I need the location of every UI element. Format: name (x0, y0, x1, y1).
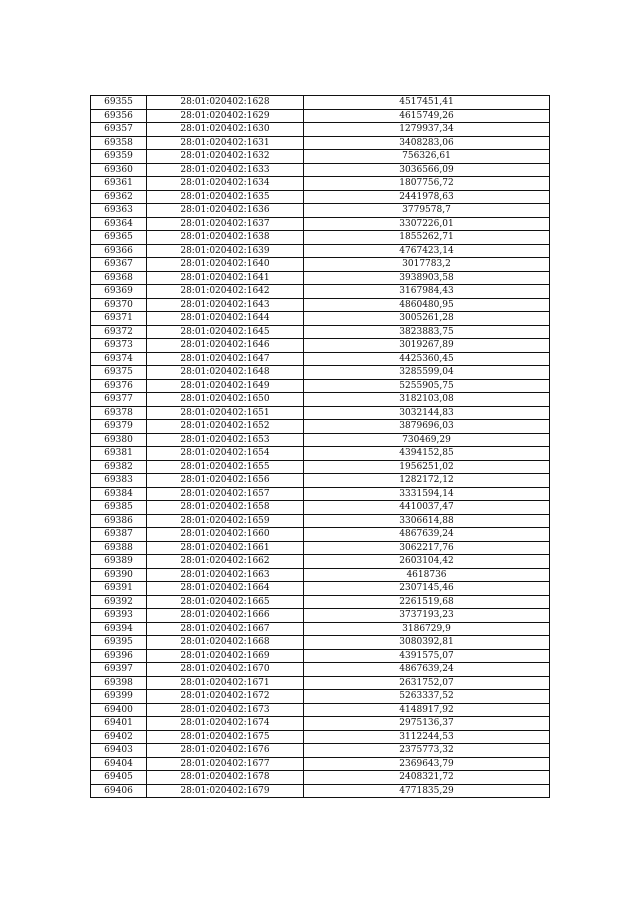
row-number-cell: 69376 (91, 379, 147, 393)
cadastral-number-cell: 28:01:020402:1673 (147, 703, 304, 717)
cadastral-value-cell: 3080392,81 (304, 636, 550, 650)
cadastral-number-cell: 28:01:020402:1638 (147, 231, 304, 245)
cadastral-value-cell: 4618736 (304, 568, 550, 582)
row-number-cell: 69396 (91, 649, 147, 663)
table-row (91, 136, 550, 150)
cadastral-number-cell: 28:01:020402:1631 (147, 136, 304, 150)
cadastral-number-cell: 28:01:020402:1644 (147, 312, 304, 326)
cadastral-number-cell: 28:01:020402:1632 (147, 150, 304, 164)
row-number-cell: 69403 (91, 744, 147, 758)
table-row (91, 649, 550, 663)
cadastral-value-cell: 1855262,71 (304, 231, 550, 245)
cadastral-number-cell: 28:01:020402:1669 (147, 649, 304, 663)
cadastral-number-cell: 28:01:020402:1668 (147, 636, 304, 650)
cadastral-value-cell: 3779578,7 (304, 204, 550, 218)
row-number-cell: 69358 (91, 136, 147, 150)
table-row (91, 474, 550, 488)
cadastral-value-cell: 1956251,02 (304, 460, 550, 474)
table-row (91, 663, 550, 677)
cadastral-number-cell: 28:01:020402:1664 (147, 582, 304, 596)
cadastral-number-cell: 28:01:020402:1634 (147, 177, 304, 191)
table-row (91, 784, 550, 798)
cadastral-number-cell: 28:01:020402:1652 (147, 420, 304, 434)
cadastral-value-cell: 3032144,83 (304, 406, 550, 420)
cadastral-number-cell: 28:01:020402:1646 (147, 339, 304, 353)
row-number-cell: 69392 (91, 595, 147, 609)
row-number-cell: 69401 (91, 717, 147, 731)
cadastral-number-cell: 28:01:020402:1636 (147, 204, 304, 218)
row-number-cell: 69393 (91, 609, 147, 623)
cadastral-number-cell: 28:01:020402:1671 (147, 676, 304, 690)
table-row (91, 703, 550, 717)
cadastral-number-cell: 28:01:020402:1654 (147, 447, 304, 461)
row-number-cell: 69391 (91, 582, 147, 596)
cadastral-number-cell: 28:01:020402:1661 (147, 541, 304, 555)
row-number-cell: 69361 (91, 177, 147, 191)
row-number-cell: 69386 (91, 514, 147, 528)
cadastral-value-cell: 3408283,06 (304, 136, 550, 150)
table-row (91, 460, 550, 474)
table-row (91, 325, 550, 339)
cadastral-number-cell: 28:01:020402:1628 (147, 96, 304, 110)
cadastral-value-cell: 3737193,23 (304, 609, 550, 623)
cadastral-number-cell: 28:01:020402:1639 (147, 244, 304, 258)
table-row (91, 366, 550, 380)
table-row (91, 339, 550, 353)
table-row (91, 271, 550, 285)
table-row (91, 258, 550, 272)
cadastral-number-cell: 28:01:020402:1630 (147, 123, 304, 137)
table-row (91, 582, 550, 596)
cadastral-number-cell: 28:01:020402:1643 (147, 298, 304, 312)
row-number-cell: 69378 (91, 406, 147, 420)
table-row (91, 352, 550, 366)
cadastral-value-cell: 4391575,07 (304, 649, 550, 663)
table-row (91, 163, 550, 177)
table-row (91, 109, 550, 123)
cadastral-value-cell: 4517451,41 (304, 96, 550, 110)
cadastral-value-cell: 2441978,63 (304, 190, 550, 204)
row-number-cell: 69389 (91, 555, 147, 569)
table-row (91, 487, 550, 501)
cadastral-value-cell: 3331594,14 (304, 487, 550, 501)
table-row (91, 717, 550, 731)
table-row (91, 150, 550, 164)
row-number-cell: 69406 (91, 784, 147, 798)
cadastral-number-cell: 28:01:020402:1667 (147, 622, 304, 636)
cadastral-value-cell: 3062217,76 (304, 541, 550, 555)
cadastral-number-cell: 28:01:020402:1651 (147, 406, 304, 420)
row-number-cell: 69397 (91, 663, 147, 677)
cadastral-value-cell: 2369643,79 (304, 757, 550, 771)
row-number-cell: 69388 (91, 541, 147, 555)
cadastral-value-cell: 4425360,45 (304, 352, 550, 366)
row-number-cell: 69366 (91, 244, 147, 258)
row-number-cell: 69365 (91, 231, 147, 245)
cadastral-number-cell: 28:01:020402:1635 (147, 190, 304, 204)
cadastral-value-cell: 3823883,75 (304, 325, 550, 339)
table-row (91, 123, 550, 137)
cadastral-number-cell: 28:01:020402:1645 (147, 325, 304, 339)
table-row (91, 636, 550, 650)
row-number-cell: 69372 (91, 325, 147, 339)
row-number-cell: 69375 (91, 366, 147, 380)
row-number-cell: 69395 (91, 636, 147, 650)
cadastral-value-cell: 4867639,24 (304, 663, 550, 677)
table-row (91, 433, 550, 447)
cadastral-number-cell: 28:01:020402:1677 (147, 757, 304, 771)
table-row (91, 298, 550, 312)
table-row (91, 285, 550, 299)
row-number-cell: 69404 (91, 757, 147, 771)
row-number-cell: 69355 (91, 96, 147, 110)
cadastral-number-cell: 28:01:020402:1656 (147, 474, 304, 488)
cadastral-value-cell: 3879696,03 (304, 420, 550, 434)
row-number-cell: 69367 (91, 258, 147, 272)
cadastral-number-cell: 28:01:020402:1660 (147, 528, 304, 542)
cadastral-value-cell: 3306614,88 (304, 514, 550, 528)
cadastral-value-cell: 4410037,47 (304, 501, 550, 515)
row-number-cell: 69385 (91, 501, 147, 515)
row-number-cell: 69360 (91, 163, 147, 177)
row-number-cell: 69405 (91, 771, 147, 785)
cadastral-value-cell: 3938903,58 (304, 271, 550, 285)
table-row (91, 204, 550, 218)
table-row (91, 771, 550, 785)
cadastral-number-cell: 28:01:020402:1640 (147, 258, 304, 272)
table-row (91, 501, 550, 515)
cadastral-number-cell: 28:01:020402:1679 (147, 784, 304, 798)
cadastral-value-cell: 2631752,07 (304, 676, 550, 690)
table-row (91, 528, 550, 542)
row-number-cell: 69383 (91, 474, 147, 488)
table-body (91, 96, 550, 798)
cadastral-number-cell: 28:01:020402:1641 (147, 271, 304, 285)
cadastral-value-cell: 4148917,92 (304, 703, 550, 717)
row-number-cell: 69394 (91, 622, 147, 636)
cadastral-value-cell: 3112244,53 (304, 730, 550, 744)
table-row (91, 96, 550, 110)
cadastral-number-cell: 28:01:020402:1676 (147, 744, 304, 758)
row-number-cell: 69370 (91, 298, 147, 312)
table-row (91, 514, 550, 528)
cadastral-value-cell: 4767423,14 (304, 244, 550, 258)
cadastral-number-cell: 28:01:020402:1655 (147, 460, 304, 474)
table-row (91, 595, 550, 609)
table-row (91, 757, 550, 771)
row-number-cell: 69364 (91, 217, 147, 231)
table-row (91, 420, 550, 434)
cadastral-number-cell: 28:01:020402:1629 (147, 109, 304, 123)
table-row (91, 730, 550, 744)
cadastral-value-cell: 3167984,43 (304, 285, 550, 299)
cadastral-number-cell: 28:01:020402:1678 (147, 771, 304, 785)
cadastral-value-cell: 1282172,12 (304, 474, 550, 488)
cadastral-value-cell: 5255905,75 (304, 379, 550, 393)
row-number-cell: 69400 (91, 703, 147, 717)
table-row (91, 555, 550, 569)
cadastral-number-cell: 28:01:020402:1642 (147, 285, 304, 299)
cadastral-value-cell: 3036566,09 (304, 163, 550, 177)
row-number-cell: 69359 (91, 150, 147, 164)
row-number-cell: 69368 (91, 271, 147, 285)
cadastral-value-cell: 2307145,46 (304, 582, 550, 596)
cadastral-number-cell: 28:01:020402:1674 (147, 717, 304, 731)
cadastral-number-cell: 28:01:020402:1637 (147, 217, 304, 231)
cadastral-value-cell: 4394152,85 (304, 447, 550, 461)
cadastral-value-cell: 2375773,32 (304, 744, 550, 758)
table-row (91, 609, 550, 623)
table-row (91, 231, 550, 245)
table-row (91, 744, 550, 758)
cadastral-number-cell: 28:01:020402:1670 (147, 663, 304, 677)
cadastral-value-cell: 1279937,34 (304, 123, 550, 137)
cadastral-number-cell: 28:01:020402:1657 (147, 487, 304, 501)
row-number-cell: 69369 (91, 285, 147, 299)
cadastral-number-cell: 28:01:020402:1653 (147, 433, 304, 447)
table-row (91, 676, 550, 690)
cadastral-number-cell: 28:01:020402:1658 (147, 501, 304, 515)
row-number-cell: 69402 (91, 730, 147, 744)
cadastral-value-cell: 3285599,04 (304, 366, 550, 380)
table-row (91, 568, 550, 582)
cadastral-value-cell: 4867639,24 (304, 528, 550, 542)
row-number-cell: 69363 (91, 204, 147, 218)
cadastral-value-cell: 3005261,28 (304, 312, 550, 326)
cadastral-number-cell: 28:01:020402:1647 (147, 352, 304, 366)
cadastral-number-cell: 28:01:020402:1665 (147, 595, 304, 609)
row-number-cell: 69382 (91, 460, 147, 474)
table-row (91, 622, 550, 636)
cadastral-number-cell: 28:01:020402:1650 (147, 393, 304, 407)
cadastral-value-table (90, 95, 550, 798)
cadastral-value-cell: 756326,61 (304, 150, 550, 164)
cadastral-number-cell: 28:01:020402:1648 (147, 366, 304, 380)
row-number-cell: 69381 (91, 447, 147, 461)
table-row (91, 393, 550, 407)
table-row (91, 312, 550, 326)
cadastral-value-cell: 2975136,37 (304, 717, 550, 731)
table-row (91, 190, 550, 204)
cadastral-value-cell: 730469,29 (304, 433, 550, 447)
row-number-cell: 69390 (91, 568, 147, 582)
cadastral-value-cell: 3019267,89 (304, 339, 550, 353)
table-row (91, 177, 550, 191)
cadastral-value-cell: 4615749,26 (304, 109, 550, 123)
row-number-cell: 69356 (91, 109, 147, 123)
cadastral-number-cell: 28:01:020402:1633 (147, 163, 304, 177)
cadastral-number-cell: 28:01:020402:1662 (147, 555, 304, 569)
table-row (91, 379, 550, 393)
cadastral-number-cell: 28:01:020402:1649 (147, 379, 304, 393)
cadastral-number-cell: 28:01:020402:1663 (147, 568, 304, 582)
row-number-cell: 69387 (91, 528, 147, 542)
cadastral-number-cell: 28:01:020402:1672 (147, 690, 304, 704)
cadastral-value-cell: 3307226,01 (304, 217, 550, 231)
cadastral-value-cell: 5263337,52 (304, 690, 550, 704)
row-number-cell: 69374 (91, 352, 147, 366)
cadastral-value-cell: 1807756,72 (304, 177, 550, 191)
cadastral-number-cell: 28:01:020402:1666 (147, 609, 304, 623)
cadastral-number-cell: 28:01:020402:1675 (147, 730, 304, 744)
row-number-cell: 69399 (91, 690, 147, 704)
cadastral-value-cell: 2261519,68 (304, 595, 550, 609)
cadastral-value-cell: 2408321,72 (304, 771, 550, 785)
cadastral-value-cell: 3186729,9 (304, 622, 550, 636)
cadastral-value-cell: 4860480,95 (304, 298, 550, 312)
table-row (91, 406, 550, 420)
table-row (91, 244, 550, 258)
table-row (91, 447, 550, 461)
table-row (91, 541, 550, 555)
row-number-cell: 69384 (91, 487, 147, 501)
cadastral-value-cell: 3182103,08 (304, 393, 550, 407)
table-row (91, 217, 550, 231)
row-number-cell: 69362 (91, 190, 147, 204)
row-number-cell: 69379 (91, 420, 147, 434)
cadastral-value-cell: 3017783,2 (304, 258, 550, 272)
row-number-cell: 69357 (91, 123, 147, 137)
row-number-cell: 69377 (91, 393, 147, 407)
row-number-cell: 69373 (91, 339, 147, 353)
row-number-cell: 69398 (91, 676, 147, 690)
table-row (91, 690, 550, 704)
cadastral-number-cell: 28:01:020402:1659 (147, 514, 304, 528)
row-number-cell: 69371 (91, 312, 147, 326)
cadastral-value-cell: 2603104,42 (304, 555, 550, 569)
row-number-cell: 69380 (91, 433, 147, 447)
cadastral-value-cell: 4771835,29 (304, 784, 550, 798)
